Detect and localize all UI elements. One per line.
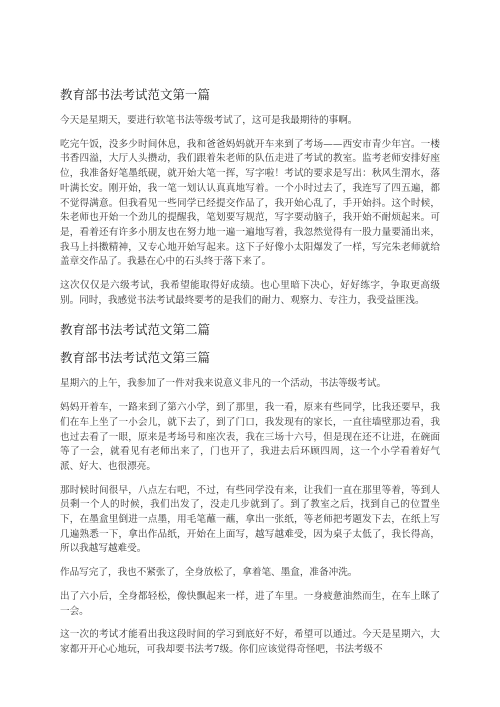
document-page: [60, 86, 440, 667]
section-3-title: 教育部书法考试范文第三篇: [60, 350, 211, 366]
section-3-paragraph-4: 作品写完了，我也不紧张了，全身放松了，拿着笔、墨盒，准备冲洗。: [60, 567, 358, 579]
section-1-title: 教育部书法考试范文第一篇: [60, 87, 211, 102]
section-1-paragraph-1: 今天是星期天，要进行软笔书法等级考试了，这可是我最期待的事啊。: [60, 115, 358, 126]
section-2-title: 教育部书法考试范文第二篇: [60, 322, 211, 338]
section-3-paragraph-1: 星期六的上午，我参加了一件对我来说意义非凡的一个活动，书法等级考试。: [60, 378, 387, 390]
section-1-paragraph-3: 这次仅仅是六级考试，我希望能取得好成绩。也心里暗下决心，好好练字，争取更高级别。同时，我感觉书法考试最终要考的是我们的耐力、观察力、专注力，我受益匪浅。: [60, 280, 440, 306]
section-3-paragraph-6: 这一次的考试才能看出我这段时间的学习到底好不好，希望可以通过。今天是星期六，大家都开开心心地玩，可我却要书法考7级。你们应该觉得奇怪吧，书法考级不: [60, 629, 440, 655]
section-3-paragraph-3: 那时候时间很早，八点左右吧，不过，有些同学没有来，让我们一直在那里等着，等到人员剩一个人的时候，我们出发了，没走几步就到了。到了教室之后，找到自己的位置坐下，在墨盒里倒进一点墨，用毛笔蘸一蘸，拿出一张纸，等老师把考题发下去，在纸上写几遍熟悉一下，拿出作品纸，开始在上面写，越写越难受，因为桌子太低了，我长得高，所以我越写越难受。: [60, 484, 440, 555]
section-3-paragraph-5: 出了六小后，全身都轻松，像快飘起来一样，进了车里。一身疲惫油然而生，在车上眯了一会。: [60, 590, 440, 617]
section-1-paragraph-2: 吃完午饭，没多少时间休息，我和爸爸妈妈就开车来到了考场——西安市青少年宫。一楼书香四溢，大厅人头攒动，我们跟着朱老师的队伍走进了考试的教室。监考老师安排好座位，我准备好笔墨纸砚，就开始大笔一挥，写字啦！考试的要求是写出：秋风生渭水，落叶满长安。刚开始，我一笔一划认认真真地写着。一个小时过去了，我连写了四五遍，都不觉得满意。但我看见一些同学已经提交作品了，我开始心乱了，手开始抖。这个时候，朱老师也开始一个劲儿的提醒我，笔划要写规范，写字要动脑子，我开始不耐烦起来。可是，看着还有许多小朋友也在努力地一遍一遍地写着，我忽然觉得有一股力量要涌出来，我马上抖擞精神，又专心地开始写起来。这下子好像小太阳爆发了一样，写完朱老师就给盖章交作品了。我悬在心中的石头终于落下来了。: [60, 138, 440, 268]
section-3-paragraph-2: 妈妈开着车，一路来到了第六小学，到了那里，我一看，原来有些同学，比我还要早，我们在车上坐了一小会儿，就下去了，到了门口，我发现有的家长，一直往墙壁那边看，我也过去看了一眼，原来是考场号和座次表，我在三场十六号，但是现在还不让进，在碗面等了一会，就看见有老师出来了，门也开了，我进去后环顾四周，这一个小学看着好气派、好大、也很漂亮。: [60, 402, 440, 472]
